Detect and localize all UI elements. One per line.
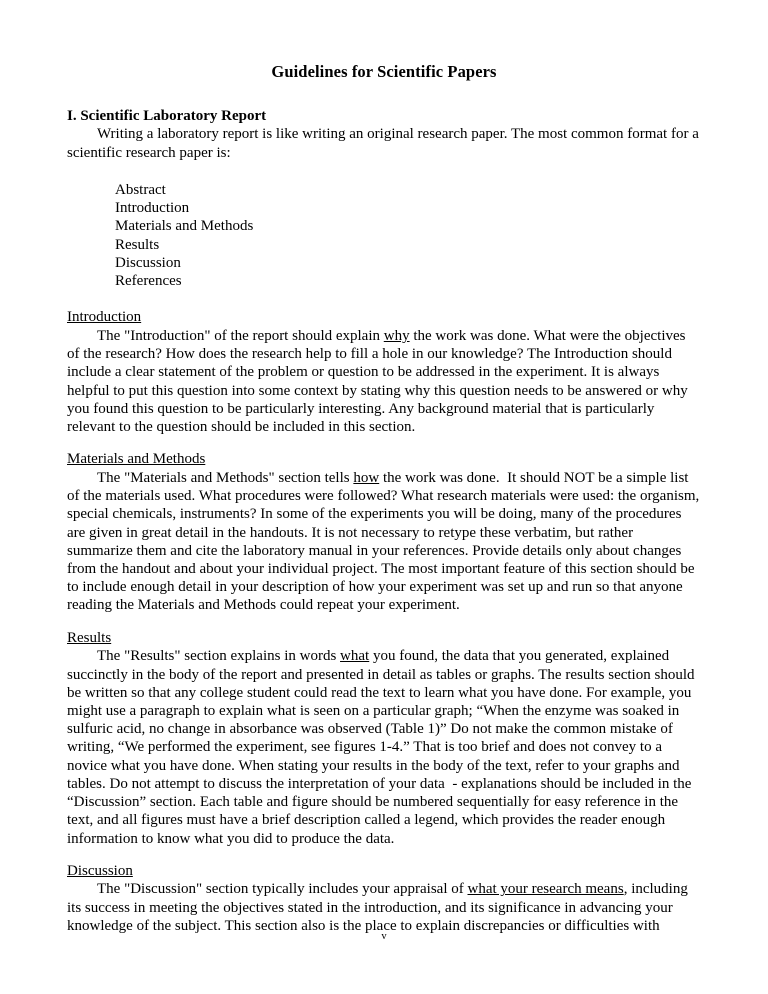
section-materials-and-methods — [67, 451, 704, 614]
spacer — [67, 436, 701, 451]
page-content — [67, 62, 704, 935]
paragraph-lab-report-intro: Writing a laboratory report is like writing an original research paper. The most common format for a scientific research paper is: — [67, 126, 703, 161]
section-discussion — [67, 863, 701, 935]
paragraph-introduction — [67, 327, 701, 436]
list-item: Introduction — [115, 200, 190, 217]
results-text-lead: The "Results" section explains in words — [97, 648, 341, 665]
materials-emphasis-how: how — [353, 469, 380, 486]
page-number-footer: v — [381, 931, 387, 942]
section-heading-introduction-label: Introduction — [67, 309, 142, 326]
list-item: Results — [115, 236, 160, 253]
discussion-emphasis-research-means: what your research means — [467, 881, 624, 898]
materials-text-lead: The "Materials and Methods" section tells — [97, 469, 354, 486]
section-heading-materials-and-methods-label: Materials and Methods — [67, 451, 206, 468]
introduction-emphasis-why: why — [383, 327, 410, 344]
section-heading-materials-and-methods — [67, 451, 701, 469]
discussion-text-lead: The "Discussion" section typically includes your appraisal of — [97, 881, 468, 898]
section-heading-results — [67, 630, 701, 648]
list-item: References — [115, 273, 182, 290]
spacer — [67, 848, 701, 863]
section-results — [67, 630, 701, 848]
section-scientific-laboratory-report — [67, 108, 701, 162]
introduction-text-lead: The "Introduction" of the report should explain — [97, 327, 384, 344]
spacer — [67, 290, 701, 309]
paragraph-materials-and-methods — [67, 469, 704, 615]
section-heading-discussion-label: Discussion — [67, 862, 133, 879]
spacer — [67, 162, 701, 181]
discussion-text-rest: , including its success in meeting the objectives stated in the introduction, and its significance in advancing your knowledge of the subject. This section also is the place to explain discrepancies or difficulties with — [67, 881, 692, 934]
spacer — [67, 615, 701, 630]
section-heading-discussion — [67, 863, 701, 881]
paragraph-results — [67, 647, 701, 847]
materials-text-rest: the work was done. It should NOT be a simple list of the materials used. What procedures were followed? What research materials were used: the organism, special chemicals, instruments? In some of the experiments you will be doing, many of the procedures are given in great detail in the handouts. It is not necessary to retype these verbatim, but rather summarize them and cite the laboratory manual in your references. Provide details only about changes from the handout and about your individual project. The most important feature of this section should be to include enough detail in your description of how your experiment was set up and run so that anyone reading the Materials and Methods could repeat your experiment. — [67, 469, 704, 614]
paper-format-list — [67, 181, 701, 290]
list-item: Materials and Methods — [115, 218, 254, 235]
results-emphasis-what: what — [340, 648, 370, 665]
section-heading-lab-report: I. Scientific Laboratory Report — [67, 107, 267, 124]
section-heading-results-label: Results — [67, 629, 112, 646]
section-heading-introduction — [67, 309, 701, 327]
paragraph-discussion — [67, 880, 701, 935]
list-item: Abstract — [115, 181, 166, 198]
list-item: Discussion — [115, 254, 181, 271]
section-introduction — [67, 309, 701, 436]
page-title: Guidelines for Scientific Papers — [271, 62, 497, 81]
introduction-text-rest: the work was done. What were the objectives of the research? How does the research help to fill a hole in our knowledge? The Introduction should include a clear statement of the problem or question to be addressed in the experiment. It is always helpful to put this question into some context by stating why this question needs to be answered or why you found this question to be particularly interesting. Any background material that is particularly relevant to the question should be included in this section. — [67, 327, 692, 436]
results-text-rest: you found, the data that you generated, explained succinctly in the body of the report and presented in detail as tables or graphs. The results section should be written so that any college student could read the text to learn what you have done. For example, you might use a paragraph to explain what is seen on a particular graph; “When the enzyme was soaked in sulfuric acid, no change in absorbance was observed (Table 1)” Do not make the common mistake of writing, “We performed the experiment, see figures 1-4.” That is too brief and does not convey to a novice what you have done. When stating your results in the body of the text, refer to your graphs and tables. Do not attempt to discuss the interpretation of your data - explanations should be included in the “Discussion” section. Each table and figure should be numbered sequentially for easy reference in the text, and all figures must have a brief description called a legend, which provides the reader enough information to know what you did to produce the data. — [67, 648, 699, 847]
